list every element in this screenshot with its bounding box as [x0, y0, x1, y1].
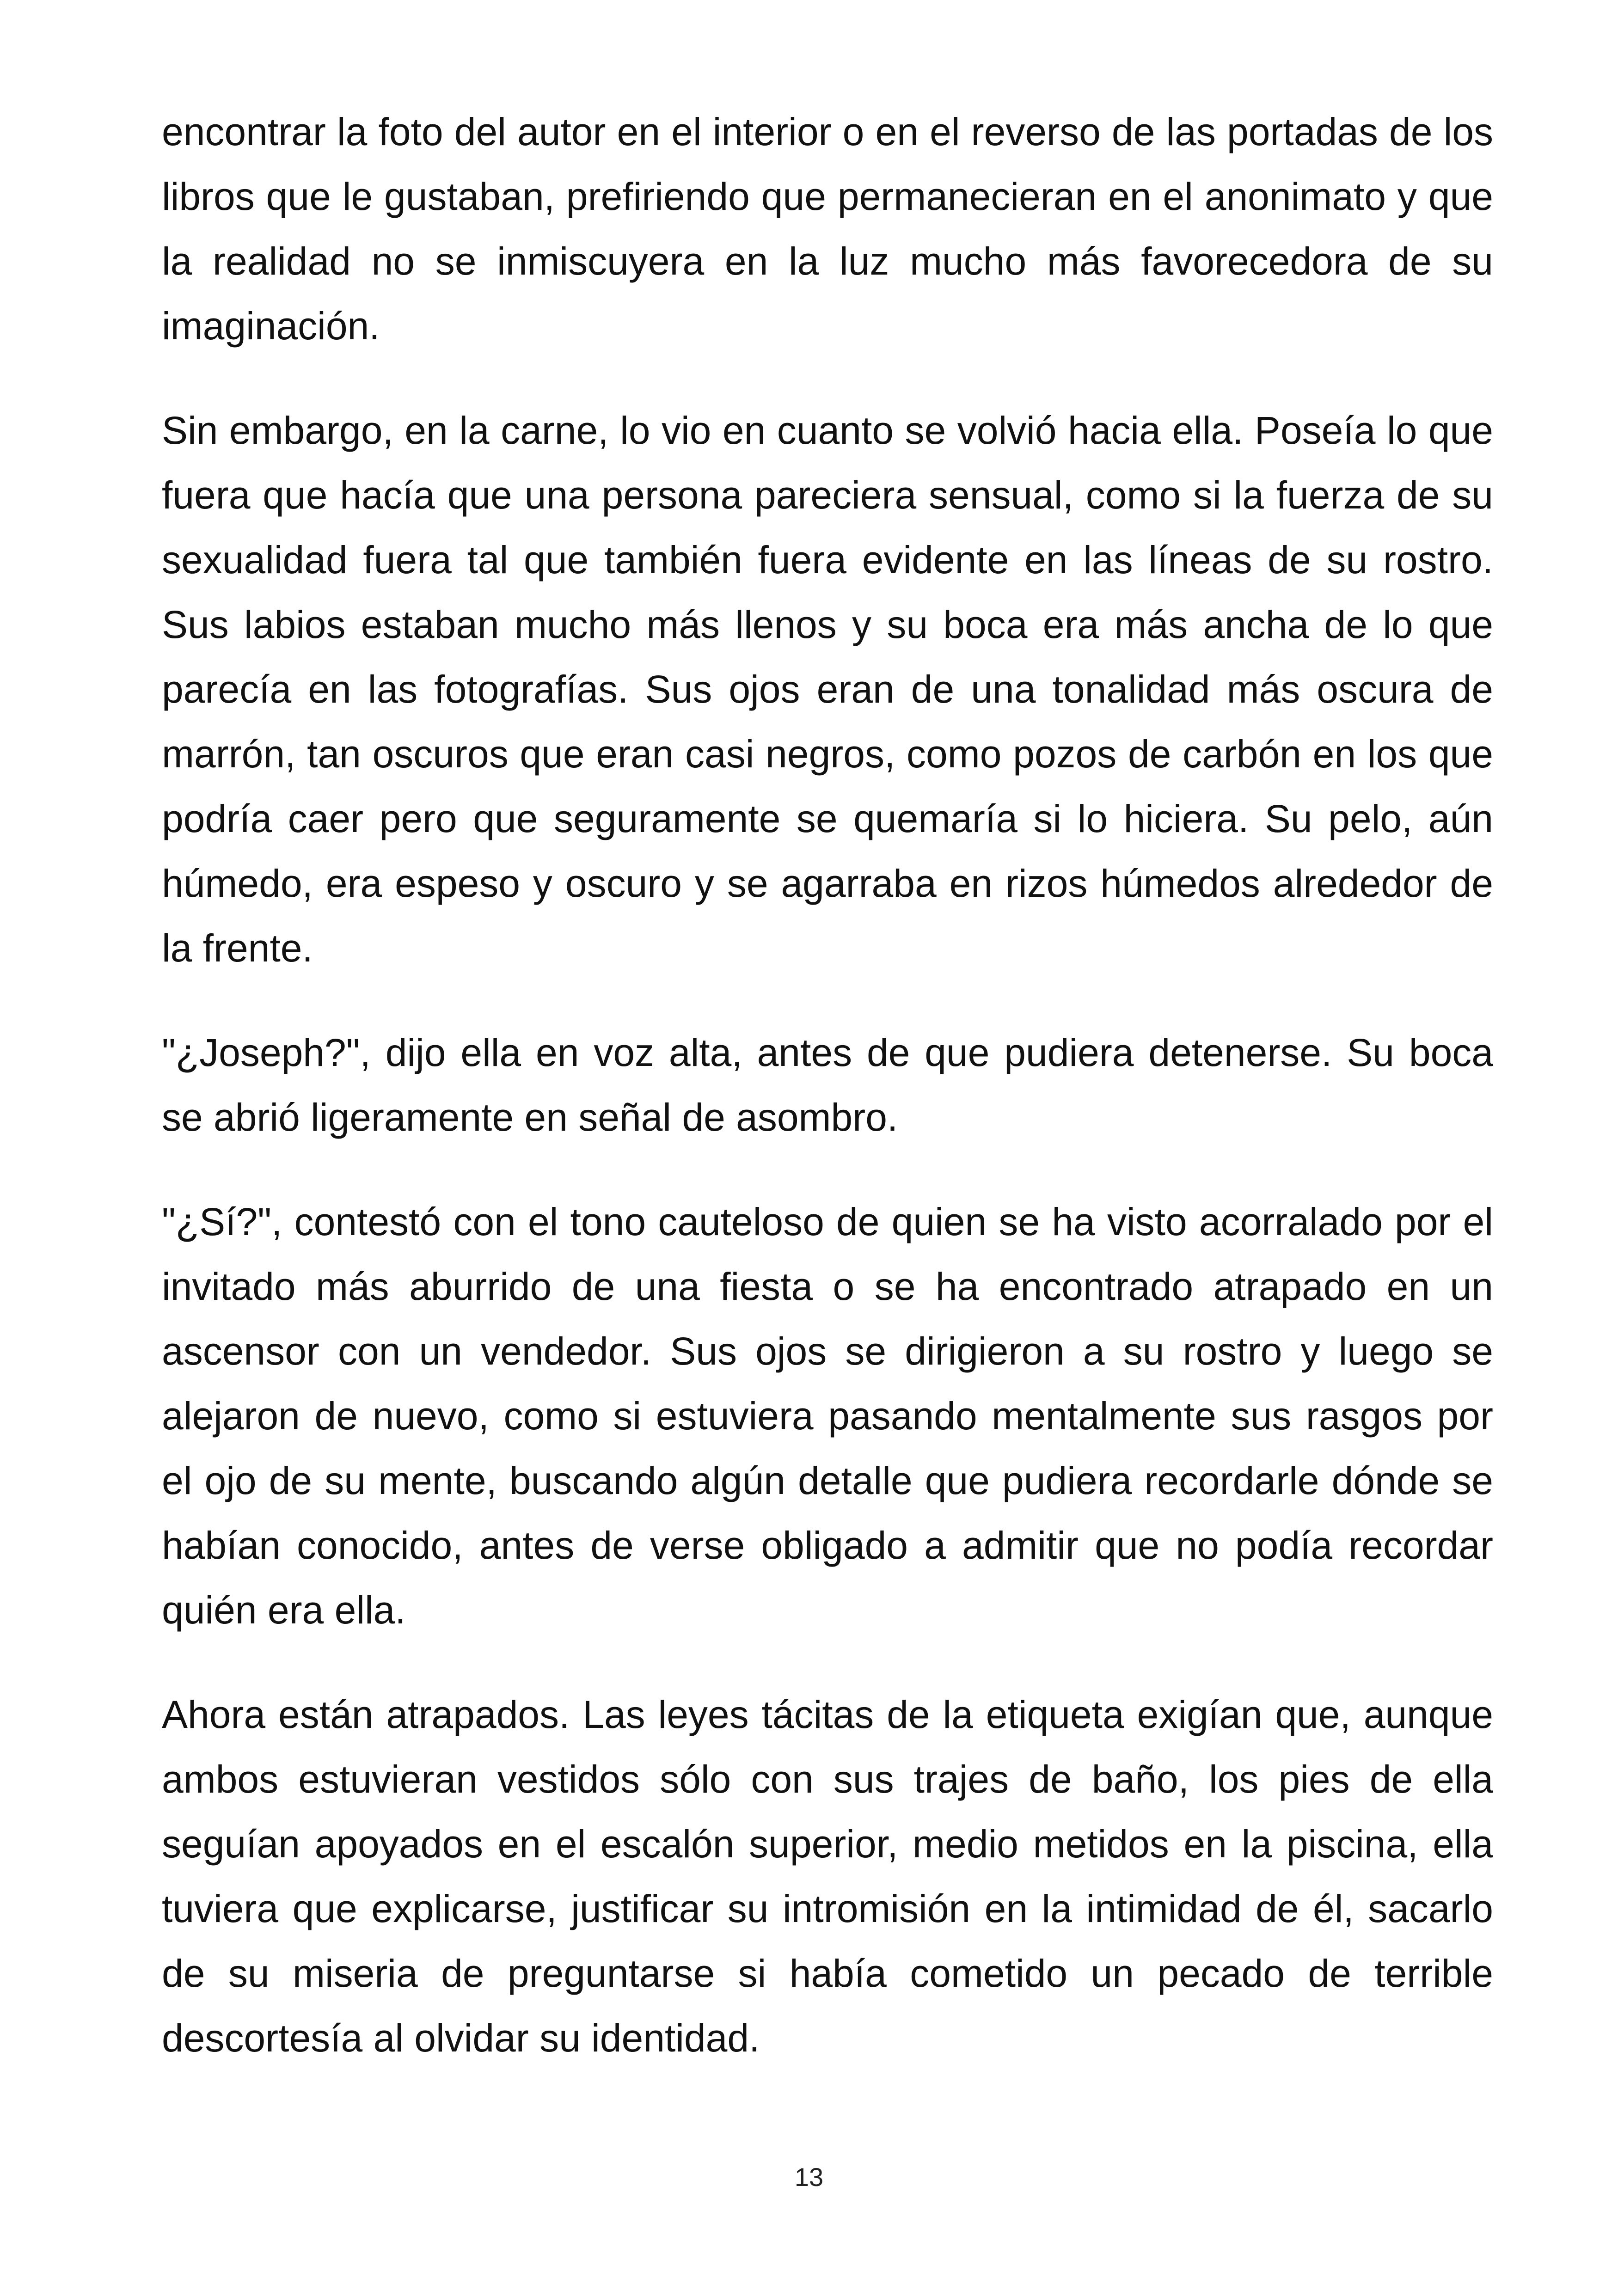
- page-number: 13: [794, 2162, 824, 2192]
- paragraph-5: Ahora están atrapados. Las leyes tácitas de la etiqueta exigían que, aunque ambos estuvieran vestidos sólo con sus trajes de baño, los pies de ella seguían apoyados en el escalón superior, medio metidos en la piscina, ella tuviera que explicarse, justificar su intromisión en la intimidad de él, sacarlo de su miseria de preguntarse si había cometido un pecado de terrible descortesía al olvidar su identidad.: [162, 1693, 1493, 2060]
- paragraph-3: "¿Joseph?", dijo ella en voz alta, antes de que pudiera detenerse. Su boca se abrió ligeramente en señal de asombro.: [162, 1031, 1493, 1139]
- paragraph-2: Sin embargo, en la carne, lo vio en cuanto se volvió hacia ella. Poseía lo que fuera que hacía que una persona pareciera sensual, como si la fuerza de su sexualidad fuera tal que también fuera evidente en las líneas de su rostro. Sus labios estaban mucho más llenos y su boca era más ancha de lo que parecía en las fotografías. Sus ojos eran de una tonalidad más oscura de marrón, tan oscuros que eran casi negros, como pozos de carbón en los que podría caer pero que seguramente se quemaría si lo hiciera. Su pelo, aún húmedo, era espeso y oscuro y se agarraba en rizos húmedos alrededor de la frente.: [162, 409, 1493, 970]
- body-text: [162, 99, 1493, 2110]
- paragraph-4: "¿Sí?", contestó con el tono cauteloso de quien se ha visto acorralado por el invitado más aburrido de una fiesta o se ha encontrado atrapado en un ascensor con un vendedor. Sus ojos se dirigieron a su rostro y luego se alejaron de nuevo, como si estuviera pasando mentalmente sus rasgos por el ojo de su mente, buscando algún detalle que pudiera recordarle dónde se habían conocido, antes de verse obligado a admitir que no podía recordar quién era ella.: [162, 1200, 1493, 1632]
- paragraph-1: encontrar la foto del autor en el interior o en el reverso de las portadas de los libros que le gustaban, prefiriendo que permanecieran en el anonimato y que la realidad no se inmiscuyera en la luz mucho más favorecedora de su imaginación.: [162, 110, 1493, 348]
